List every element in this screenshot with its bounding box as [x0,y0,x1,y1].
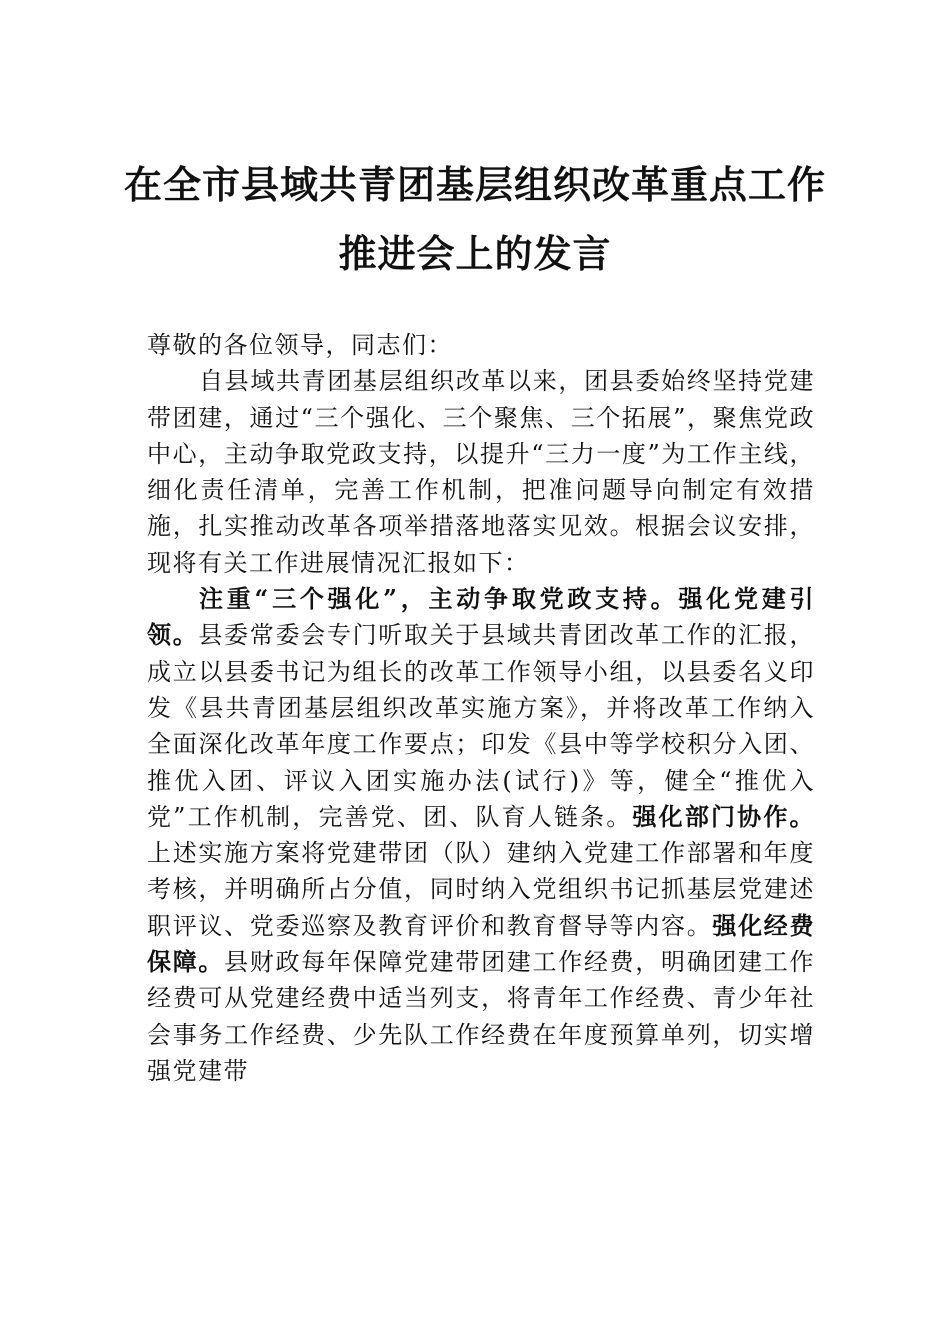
intro-paragraph: 自县域共青团基层组织改革以来，团县委始终坚持党建带团建，通过“三个强化、三个聚焦、三个拓展”，聚焦党政中心，主动争取党政支持，以提升“三力一度”为工作主线，细化责任清单，完善工作机制，把准问题导向制定有效措施，扎实推动改革各项举措落地落实见效。根据会议安排，现将有关工作进展情况汇报如下： [147,367,815,577]
item-1-title: 强化党建引领。 [147,584,816,650]
document-body [147,327,815,1089]
section-1-paragraph [147,581,815,1089]
item-2-title: 强化部门协作。 [632,801,815,831]
item-3-title: 强化经费保障。 [147,910,816,977]
document-title-line-2: 推进会上的发言 [338,231,612,276]
item-2-text: 上述实施方案将党建带团（队）建纳入党建工作部署和年度考核，并明确所占分值，同时纳入党组织书记抓基层党建述职评议、党委巡察及教育评价和教育督导等内容。 [147,839,815,940]
document-title-line-1: 在全市县域共青团基层组织改革重点工作 [123,162,826,207]
item-1-text: 县委常委会专门听取关于县域共青团改革工作的汇报，成立以县委书记为组长的改革工作领导小组，以县委名义印发《县共青团基层组织改革实施方案》，并将改革工作纳入全面深化改革年度工作要点；印发《县中等学校积分入团、推优入团、评议入团实施办法(试行)》等，健全“推优入党”工作机制，完善党、团、队育人链条。 [147,621,816,831]
item-3-text: 县财政每年保障党建带团建工作经费，明确团建工作经费可从党建经费中适当列支，将青年工作经费、青少年社会事务工作经费、少先队工作经费在年度预算单列，切实增强党建带 [147,948,816,1085]
salutation: 尊敬的各位领导，同志们： [147,331,453,359]
section-1-heading: 注重“三个强化”，主动争取党政支持。 [199,584,679,614]
